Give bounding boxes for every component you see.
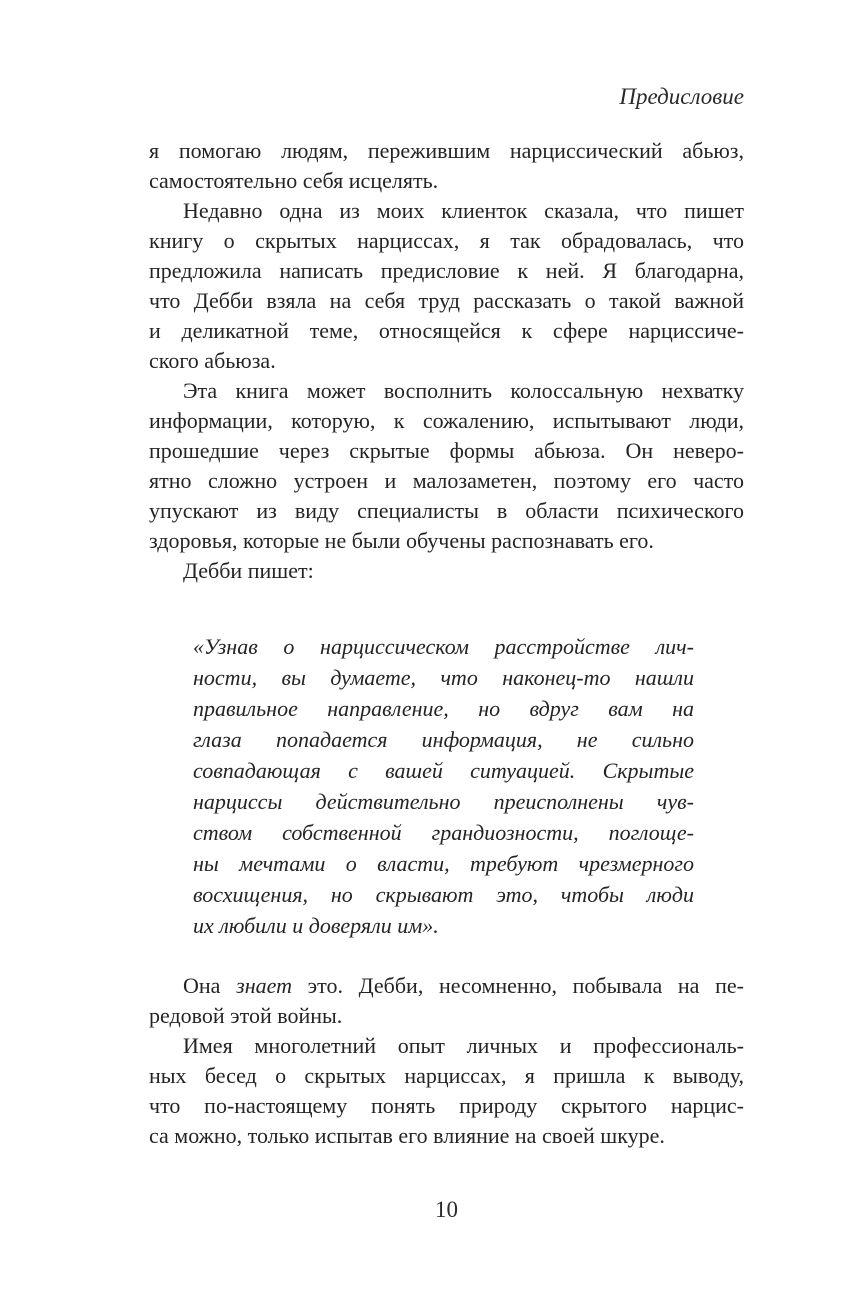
text-line: предложила написать предисловие к ней. Я благодарна, xyxy=(149,258,744,283)
paragraph xyxy=(149,136,744,196)
paragraph xyxy=(149,196,744,376)
page-number: 10 xyxy=(435,1197,458,1222)
text-line: правильное направление, но вдруг вам на xyxy=(193,696,694,721)
text-line: я помогаю людям, пережившим нарциссический абьюз, xyxy=(149,138,744,163)
text-line: что Дебби взяла на себя труд рассказать о такой важной xyxy=(149,288,744,313)
paragraph xyxy=(149,1031,744,1151)
text-line: Она знает это. Дебби, несомненно, побывала на пе- xyxy=(183,973,744,998)
text-line: ны мечтами о власти, требуют чрезмерного xyxy=(193,851,694,876)
text-line: здоровья, которые не были обучены распознавать его. xyxy=(149,528,654,553)
quote-block xyxy=(193,631,694,941)
text-line: Имея многолетний опыт личных и профессиональ- xyxy=(183,1033,744,1058)
paragraph xyxy=(149,971,744,1031)
page-text xyxy=(149,136,744,1151)
text-line: ством собственной грандиозности, поглоще- xyxy=(193,820,694,845)
running-header: Предисловие xyxy=(619,84,744,109)
text-line: их любили и доверяли им». xyxy=(193,913,439,938)
paragraph xyxy=(149,376,744,556)
text-line: Эта книга может восполнить колоссальную нехватку xyxy=(183,378,744,403)
text-line: самостоятельно себя исцелять. xyxy=(149,168,439,193)
paragraph xyxy=(149,556,744,586)
text-line: информации, которую, к сожалению, испытывают люди, xyxy=(149,408,744,433)
text-line: ятно сложно устроен и малозаметен, поэтому его часто xyxy=(149,468,744,493)
text-line: редовой этой войны. xyxy=(149,1003,343,1028)
text-line: ности, вы думаете, что наконец-то нашли xyxy=(193,665,694,690)
text-line: глаза попадается информация, не сильно xyxy=(193,727,694,752)
text-line: нарциссы действительно преисполнены чув- xyxy=(193,789,694,814)
text-line: совпадающая с вашей ситуацией. Скрытые xyxy=(193,758,694,783)
text-line: Недавно одна из моих клиенток сказала, что пишет xyxy=(183,198,744,223)
text-line: и деликатной теме, относящейся к сфере нарциссиче- xyxy=(149,318,744,343)
text-line: что по-настоящему понять природу скрытого нарцис- xyxy=(149,1093,744,1118)
text-line: восхищения, но скрывают это, чтобы люди xyxy=(193,882,694,907)
text-line: ского абьюза. xyxy=(149,348,276,373)
text-line: са можно, только испытав его влияние на своей шкуре. xyxy=(149,1123,665,1148)
text-line: упускают из виду специалисты в области психического xyxy=(149,498,744,523)
text-line: «Узнав о нарциссическом расстройстве лич- xyxy=(193,634,694,659)
text-line: прошедшие через скрытые формы абьюза. Он неверо- xyxy=(149,438,744,463)
text-line: ных бесед о скрытых нарциссах, я пришла к выводу, xyxy=(149,1063,744,1088)
text-line: книгу о скрытых нарциссах, я так обрадовалась, что xyxy=(149,228,744,253)
text-line: Дебби пишет: xyxy=(183,558,314,583)
